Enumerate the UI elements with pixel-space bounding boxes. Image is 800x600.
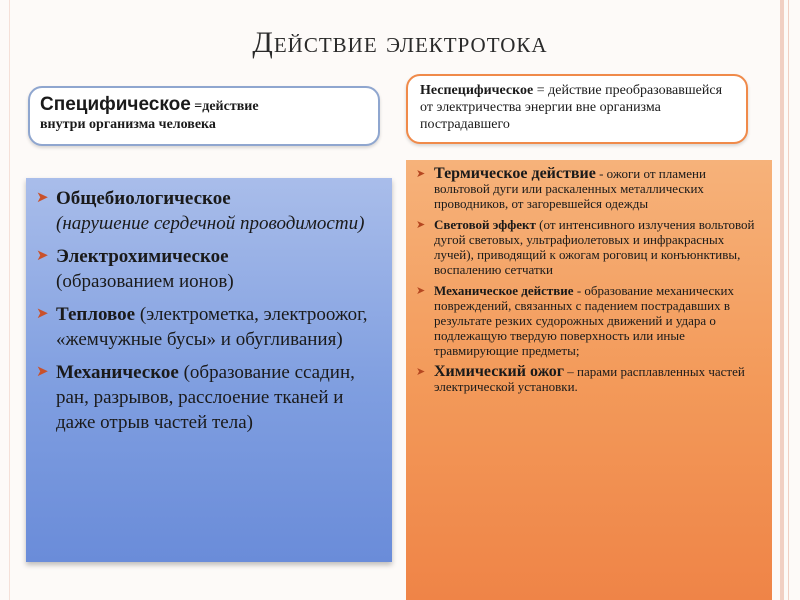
item-title: Тепловое: [56, 304, 136, 325]
item-title: Общебиологическое: [56, 188, 231, 209]
item-desc: (образование ссадин, ран, разрывов, расслоение тканей и даже отрыв частей тела): [56, 362, 355, 433]
list-item: [414, 364, 760, 394]
arrow-bullet-icon: ➤: [416, 219, 426, 231]
nonspecific-header-box: [406, 74, 748, 144]
arrow-bullet-icon: ➤: [416, 168, 426, 180]
item-desc: (образованием ионов): [56, 271, 234, 292]
list-item: [36, 244, 380, 294]
nonspecific-header-desc: = действие преобразовавшейся от электричества энергии вне организма пострадавшего: [420, 83, 723, 132]
nonspecific-header-title: Неспецифическое: [420, 83, 534, 98]
item-title: Химический ожог: [434, 363, 565, 380]
specific-header-eq: =действие: [190, 99, 259, 114]
right-edge-band: [780, 0, 784, 600]
list-item: [414, 166, 760, 211]
item-title: Электрохимическое: [56, 246, 229, 267]
list-item: [414, 283, 760, 358]
item-desc: (нарушение сердечной проводимости): [56, 213, 365, 234]
item-desc: - ожоги от пламени вольтовой дуги или раскаленных металлических проводников, от загоревшейся одежды: [434, 166, 706, 211]
item-desc: (электрометка, электроожог, «жемчужные бусы» и обугливания): [56, 304, 368, 350]
item-desc: - образование механических повреждений, связанных с падением пострадавших в результате резких судорожных движений и удара о подлежащую твердую поверхность или иные травмирующие предметы;: [434, 283, 735, 358]
list-item: [414, 217, 760, 277]
specific-header-desc: внутри организма человека: [40, 117, 216, 132]
arrow-bullet-icon: ➤: [36, 190, 49, 206]
item-title: Механическое: [56, 362, 179, 383]
slide-title: Действие электротока: [252, 26, 548, 59]
list-item: [36, 360, 380, 435]
nonspecific-effects-panel: [406, 160, 772, 600]
specific-effects-panel: [26, 178, 392, 562]
arrow-bullet-icon: ➤: [416, 366, 426, 378]
item-title: Механическое действие: [434, 283, 574, 298]
item-desc: (от интенсивного излучения вольтовой дугой световых, ультрафиолетовых и инфракрасных лучей), приводящий к ожогам роговиц и конъюнктивы, воспалению сетчатки: [434, 217, 755, 277]
item-title: Термическое действие: [434, 165, 596, 182]
left-edge-line: [9, 0, 10, 600]
item-desc: – парами расплавленных частей электрической установки.: [434, 364, 745, 394]
right-edge-line: [788, 0, 789, 600]
specific-header-box: [28, 86, 380, 146]
item-title: Световой эффект: [434, 217, 536, 232]
arrow-bullet-icon: ➤: [416, 285, 426, 297]
arrow-bullet-icon: ➤: [36, 364, 49, 380]
arrow-bullet-icon: ➤: [36, 306, 49, 322]
specific-header-title: Специфическое: [40, 94, 191, 115]
arrow-bullet-icon: ➤: [36, 248, 49, 264]
list-item: [36, 302, 380, 352]
list-item: [36, 186, 380, 236]
